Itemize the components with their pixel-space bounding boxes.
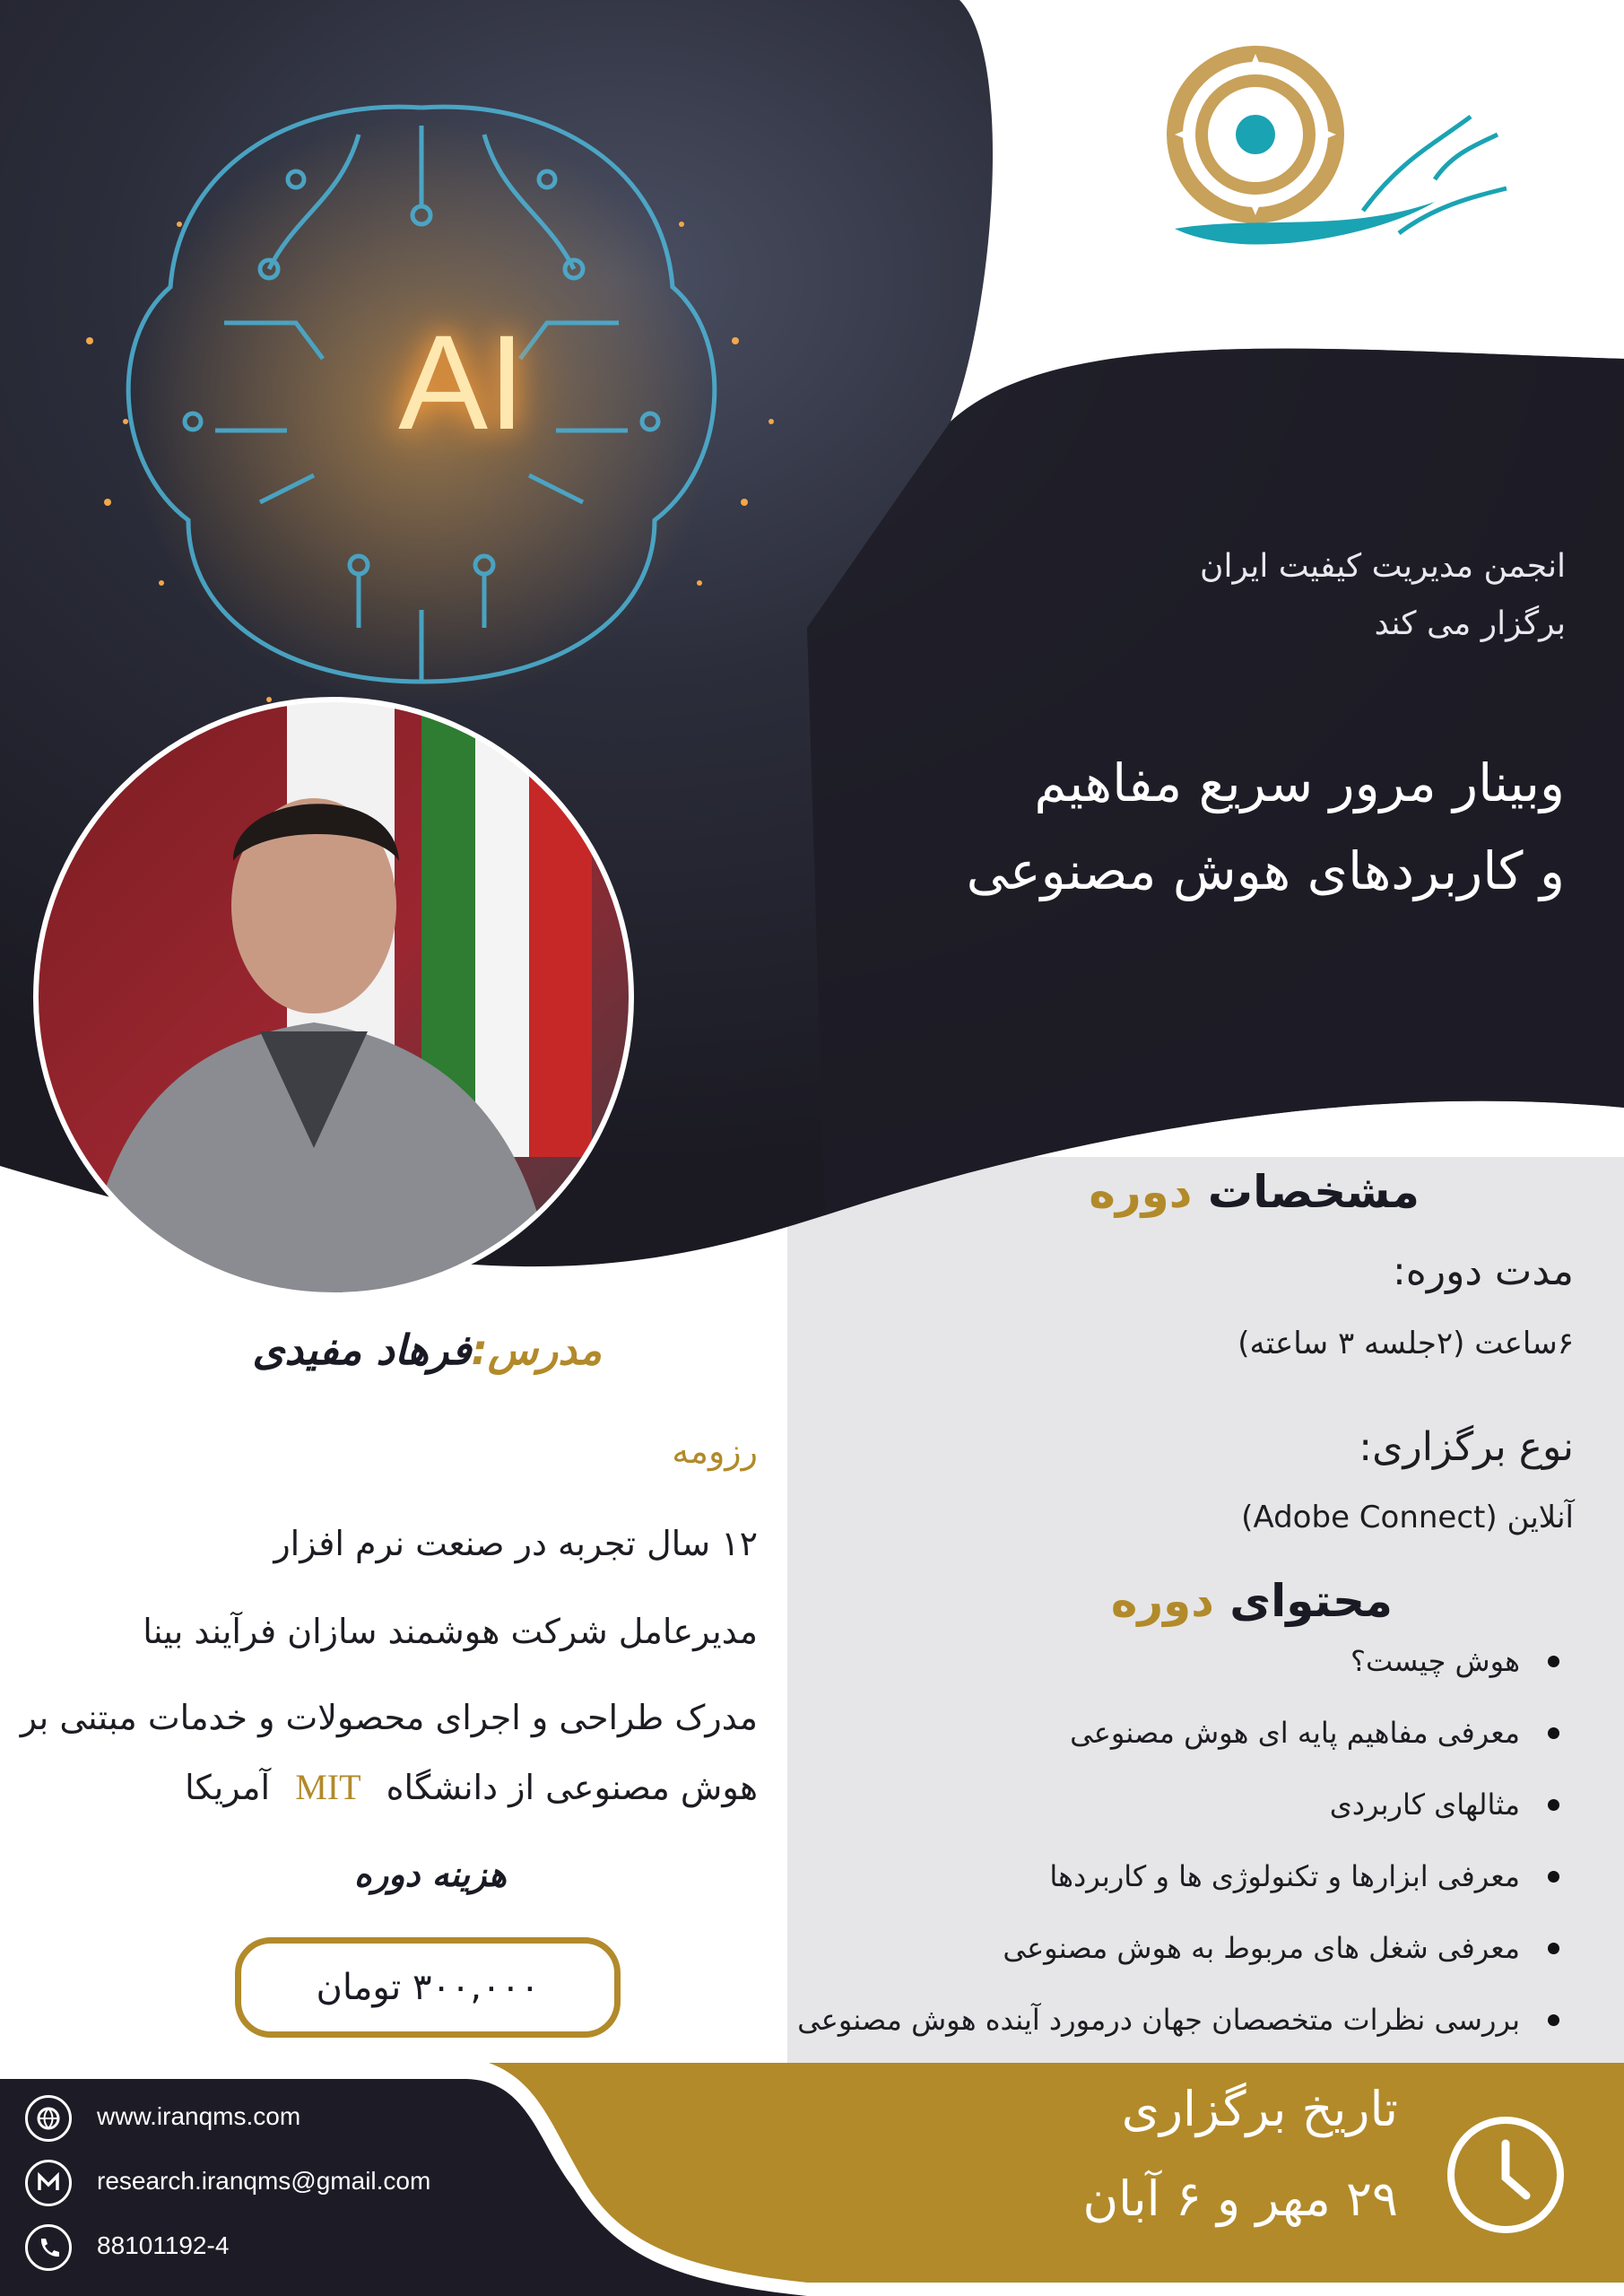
list-item [763,1697,1570,1769]
specs-heading [792,1166,1420,1218]
org-line-1: انجمن مدیریت کیفیت ایران [1200,548,1566,585]
date-label: تاریخ برگزاری [1121,2081,1398,2137]
phone-number[interactable]: 88101192-4 [97,2231,230,2259]
list-item-text: معرفی شغل های مربوط به هوش مصنوعی [1003,1931,1520,1965]
specs-heading-accent: دوره [1089,1166,1193,1218]
list-item-text: معرفی ابزارها و تکنولوژی ها و کاربردها [1049,1859,1520,1893]
type-value: آنلاین (Adobe Connect) [1241,1500,1574,1535]
resume-line-2: مدیرعامل شرکت هوشمند سازان فرآیند بینا [143,1612,758,1651]
resume-line-3b-post: آمریکا [185,1768,271,1807]
content-heading [765,1575,1393,1627]
mit-label: MIT [295,1767,361,1807]
fee-value: ۳۰۰,۰۰۰ تومان [316,1967,540,2008]
list-item [763,1984,1570,2056]
website-link[interactable]: www.iranqms.com [97,2102,301,2130]
list-item [763,1912,1570,1984]
date-clock [1447,2117,1564,2233]
list-item-text: هوش چیست؟ [1350,1644,1520,1678]
instructor-name: فرهاد مفیدی [252,1326,472,1374]
content-list [763,1625,1570,2056]
organization-intro [938,538,1566,653]
resume-line-3b [4,1752,758,1822]
duration-value: ۶ساعت (۲جلسه ۳ ساعته) [1238,1326,1574,1361]
list-item-text: مثالهای کاربردی [1329,1787,1520,1822]
type-label: نوع برگزاری: [1359,1424,1574,1470]
bullet-icon [1548,1871,1559,1883]
bullet-icon [1548,1799,1559,1811]
list-item [763,1769,1570,1840]
list-item [763,1625,1570,1697]
resume-line-3a: مدرک طراحی و اجرای محصولات و خدمات مبتنی بر [20,1698,758,1737]
ai-label: AI [398,307,525,457]
phone-icon [25,2224,72,2271]
clock-icon [1455,2124,1557,2226]
date-value: ۲۹ مهر و ۶ آبان [1082,2170,1398,2227]
fee-box [235,1937,621,2038]
content-heading-accent: دوره [1110,1575,1214,1627]
bullet-icon [1548,1943,1559,1954]
webinar-title-line-1: وبینار مرور سریع مفاهیم [1034,752,1565,813]
content-list-wrap [763,1625,1570,2056]
resume-block [4,1509,758,1822]
bullet-icon [1548,1727,1559,1739]
resume-line-1: ۱۲ سال تجربه در صنعت نرم افزار [274,1524,758,1563]
mail-icon [25,2160,72,2206]
instructor-heading [46,1326,602,1374]
list-item-text: بررسی نظرات متخصصان جهان درمورد آینده هوش مصنوعی [797,2003,1520,2037]
webinar-title-line-2: و کاربردهای هوش مصنوعی [966,840,1565,901]
duration-label: مدت دوره: [1392,1248,1574,1294]
org-line-2: برگزار می کند [1374,605,1566,642]
fee-heading: هزینه دوره [353,1855,508,1894]
specs-heading-main: مشخصات [1207,1166,1420,1218]
resume-heading: رزومه [672,1431,758,1471]
webinar-title [776,739,1565,915]
content-heading-main: محتوای [1229,1575,1393,1627]
organization-logo [1175,54,1336,215]
list-item-text: معرفی مفاهیم پایه ای هوش مصنوعی [1070,1716,1520,1750]
list-item [763,1840,1570,1912]
bullet-icon [1548,1656,1559,1667]
email-link[interactable]: research.iranqms@gmail.com [97,2167,431,2195]
bullet-icon [1548,2014,1559,2026]
instructor-label: مدرس: [471,1326,602,1374]
resume-line-3b-pre: هوش مصنوعی از دانشگاه [386,1768,758,1807]
globe-icon [25,2095,72,2142]
